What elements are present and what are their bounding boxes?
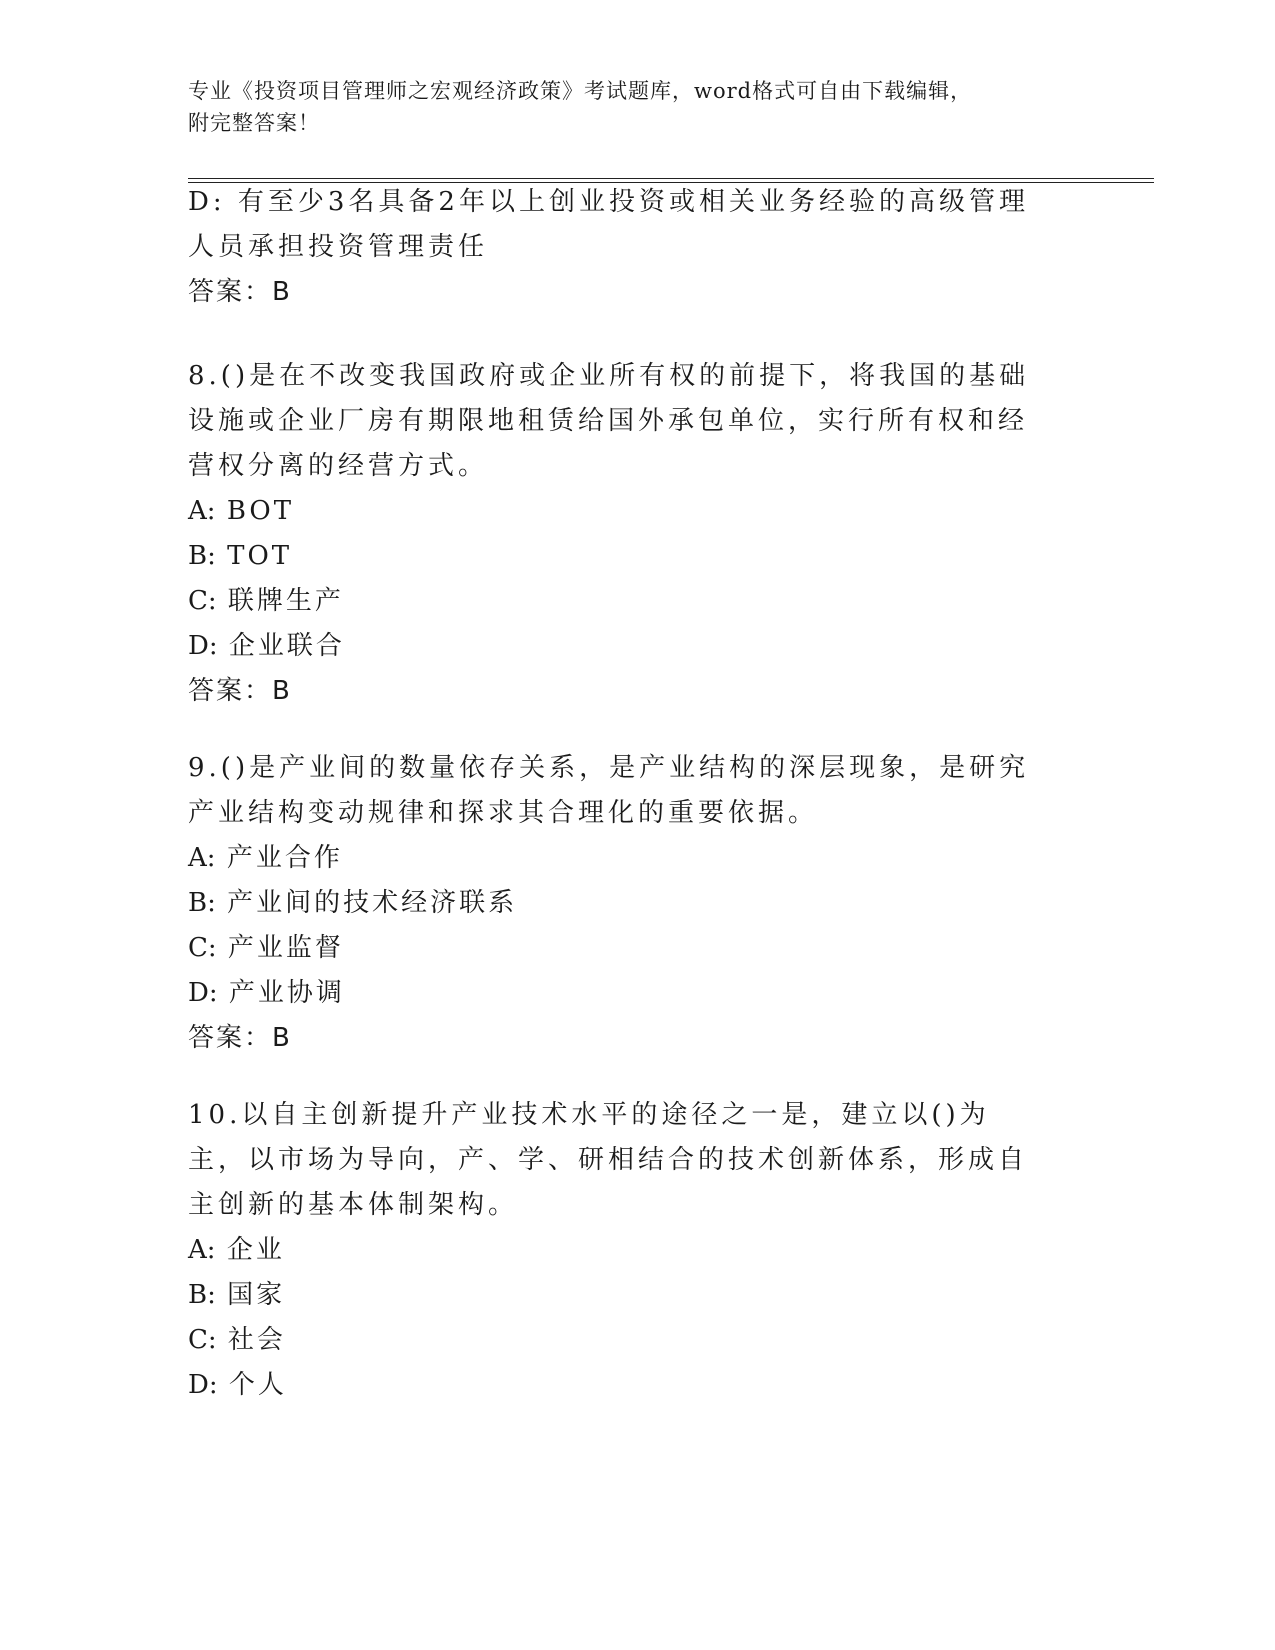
q10-option-b (188, 1273, 1088, 1318)
option-key: C: (188, 933, 217, 963)
option-key: A: (188, 1235, 216, 1265)
q7-answer: 答案：B (188, 277, 292, 307)
option-text: 企业 (226, 1235, 285, 1265)
option-key: A: (188, 843, 216, 873)
question-9 (188, 746, 1088, 1061)
q10-option-d (188, 1363, 1088, 1408)
option-text: 有至少3名具备2年以上创业投资或相关业务经验的高级管理人员承担投资管理责任 (188, 187, 1029, 262)
q10-option-a (188, 1228, 1088, 1273)
q7-option-d (188, 180, 1038, 270)
q8-answer: 答案：B (188, 676, 292, 706)
q8-option-a (188, 489, 1088, 534)
q9-option-a (188, 836, 1088, 881)
q8-option-d (188, 624, 1088, 669)
q10-text: 10.以自主创新提升产业技术水平的途径之一是，建立以()为主，以市场为导向，产、学、研相结合的技术创新体系，形成自主创新的基本体制架构。 (188, 1100, 1029, 1220)
q10-option-c (188, 1318, 1088, 1363)
option-text: 产业监督 (227, 933, 344, 963)
header-line-1: 专业《投资项目管理师之宏观经济政策》考试题库，word格式可自由下载编辑， (188, 79, 973, 103)
option-text: TOT (227, 541, 293, 571)
q9-answer: 答案：B (188, 1023, 292, 1053)
option-text: 产业协调 (228, 978, 345, 1008)
option-text: 联牌生产 (227, 586, 344, 616)
option-key: B: (188, 541, 216, 571)
q9-option-b (188, 881, 1088, 926)
option-text: 社会 (227, 1325, 286, 1355)
option-text: 企业联合 (228, 631, 345, 661)
option-text: 产业间的技术经济联系 (227, 888, 518, 918)
option-key: D: (188, 1370, 218, 1400)
option-key: D: (188, 978, 218, 1008)
q9-option-d (188, 971, 1088, 1016)
option-key: D: (188, 631, 218, 661)
question-8 (188, 354, 1088, 714)
q9-text: 9.()是产业间的数量依存关系，是产业结构的深层现象，是研究产业结构变动规律和探求其合理化的重要依据。 (188, 753, 1030, 828)
header-line-2: 附完整答案！ (188, 111, 320, 135)
option-text: 国家 (227, 1280, 286, 1310)
q8-text: 8.()是在不改变我国政府或企业所有权的前提下，将我国的基础设施或企业厂房有期限地租赁给国外承包单位，实行所有权和经营权分离的经营方式。 (188, 361, 1030, 481)
option-text: 产业合作 (226, 843, 343, 873)
question-7-tail (188, 180, 1088, 315)
q9-option-c (188, 926, 1088, 971)
option-key: C: (188, 586, 217, 616)
question-10 (188, 1093, 1088, 1408)
option-key: B: (188, 888, 216, 918)
q8-option-c (188, 579, 1088, 624)
option-key: C: (188, 1325, 217, 1355)
option-key: A: (188, 496, 216, 526)
q8-option-b (188, 534, 1088, 579)
option-key: D: (188, 187, 226, 217)
document-header (188, 75, 1088, 139)
option-key: B: (188, 1280, 216, 1310)
option-text: BOT (226, 496, 295, 526)
option-text: 个人 (228, 1370, 287, 1400)
